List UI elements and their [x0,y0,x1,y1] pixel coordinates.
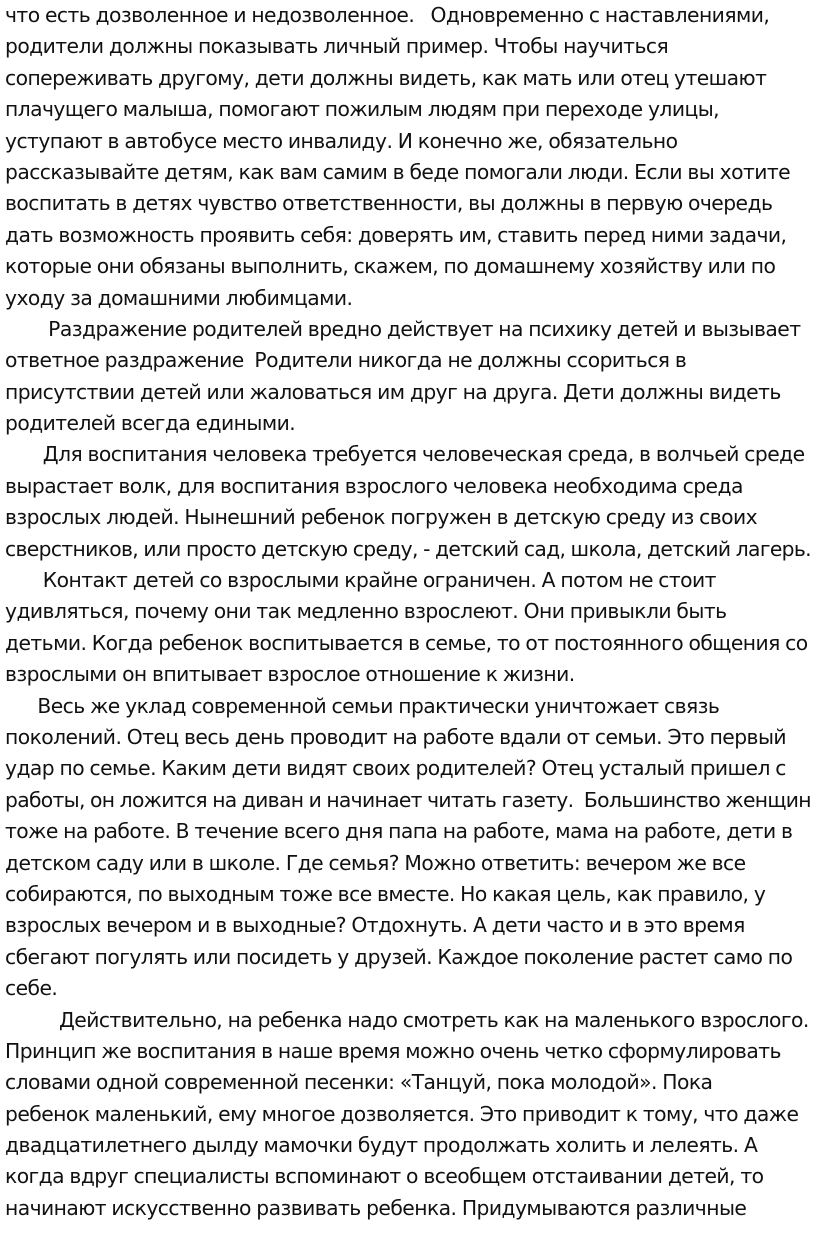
text-line: которые они обязаны выполнить, скажем, по домашнему хозяйству или по [5,254,776,279]
text-line: детском саду или в школе. Где семья? Можно ответить: вечером же все [5,850,746,875]
text-line: родители должны показывать личный пример. Чтобы научиться [5,34,669,59]
text-line: рассказывайте детям, как вам самим в беде помогали люди. Если вы хотите [5,159,791,184]
text-line: уступают в автобусе место инвалиду. И конечно же, обязательно [5,128,678,153]
text-line: удивляться, почему они так медленно взрослеют. Они привыкли быть [5,599,727,624]
text-line: работы, он ложится на диван и начинает читать газету. Большинство женщин [5,787,811,812]
text-line: дать возможность проявить себя: доверять им, ставить перед ними задачи, [5,222,787,247]
text-line: родителей всегда едиными. [5,411,296,436]
text-line: себе. [5,976,58,1001]
text-line: Для воспитания человека требуется человеческая среда, в волчьей среде [5,442,805,467]
text-line: Весь же уклад современной семьи практически уничтожает связь [5,693,720,718]
text-line: собираются, по выходным тоже все вместе. Но какая цель, как правило, у [5,881,766,906]
text-line: словами одной современной песенки: «Танцуй, пока молодой». Пока [5,1070,713,1095]
text-line: ребенок маленький, ему многое дозволяется. Это приводит к тому, что даже [5,1101,799,1126]
text-line: Раздражение родителей вредно действует на психику детей и вызывает [5,316,801,341]
text-line: присутствии детей или жаловаться им друг на друга. Дети должны видеть [5,379,781,404]
text-line: Контакт детей со взрослыми крайне ограничен. А потом не стоит [5,568,716,593]
text-line: что есть дозволенное и недозволенное. Одновременно с наставлениями, [5,3,770,27]
text-line: плачущего малыша, помогают пожилым людям при переходе улицы, [5,97,720,122]
text-line: взрослых вечером и в выходные? Отдохнуть. А дети часто и в это время [5,913,745,938]
text-line: удар по семье. Каким дети видят своих родителей? Отец усталый пришел с [5,756,786,781]
text-line: поколений. Отец весь день проводит на работе вдали от семьи. Это первый [5,724,787,749]
text-line: сверстников, или просто детскую среду, - детский сад, школа, детский лагерь. [5,536,811,561]
text-line: начинают искусственно развивать ребенка. Придумываются различные [5,1195,747,1220]
text-line: взрослыми он впитывает взрослое отношение к жизни. [5,662,575,687]
text-line: двадцатилетнего дылду мамочки будут продолжать холить и лелеять. А [5,1133,758,1158]
text-line: когда вдруг специалисты вспоминают о всеобщем отстаивании детей, то [5,1164,764,1189]
text-line: вырастает волк, для воспитания взрослого человека необходима среда [5,473,743,498]
text-line: взрослых людей. Нынешний ребенок погружен в детскую среду из своих [5,505,758,530]
text-line: Принцип же воспитания в наше время можно очень четко сформулировать [5,1038,781,1063]
text-line: ответное раздражение Родители никогда не должны ссориться в [5,348,687,373]
document-page [5,0,813,1224]
text-line: уходу за домашними любимцами. [5,285,353,310]
text-line: детьми. Когда ребенок воспитывается в семье, то от постоянного общения со [5,630,808,655]
text-line: воспитать в детях чувство ответственности, вы должны в первую очередь [5,191,773,216]
text-line: сопереживать другому, дети должны видеть, как мать или отец утешают [5,65,767,90]
text-line: сбегают погулять или посидеть у друзей. Каждое поколение растет само по [5,944,793,969]
text-line: Действительно, на ребенка надо смотреть как на маленького взрослого. [5,1007,809,1032]
text-line: тоже на работе. В течение всего дня папа на работе, мама на работе, дети в [5,819,793,844]
